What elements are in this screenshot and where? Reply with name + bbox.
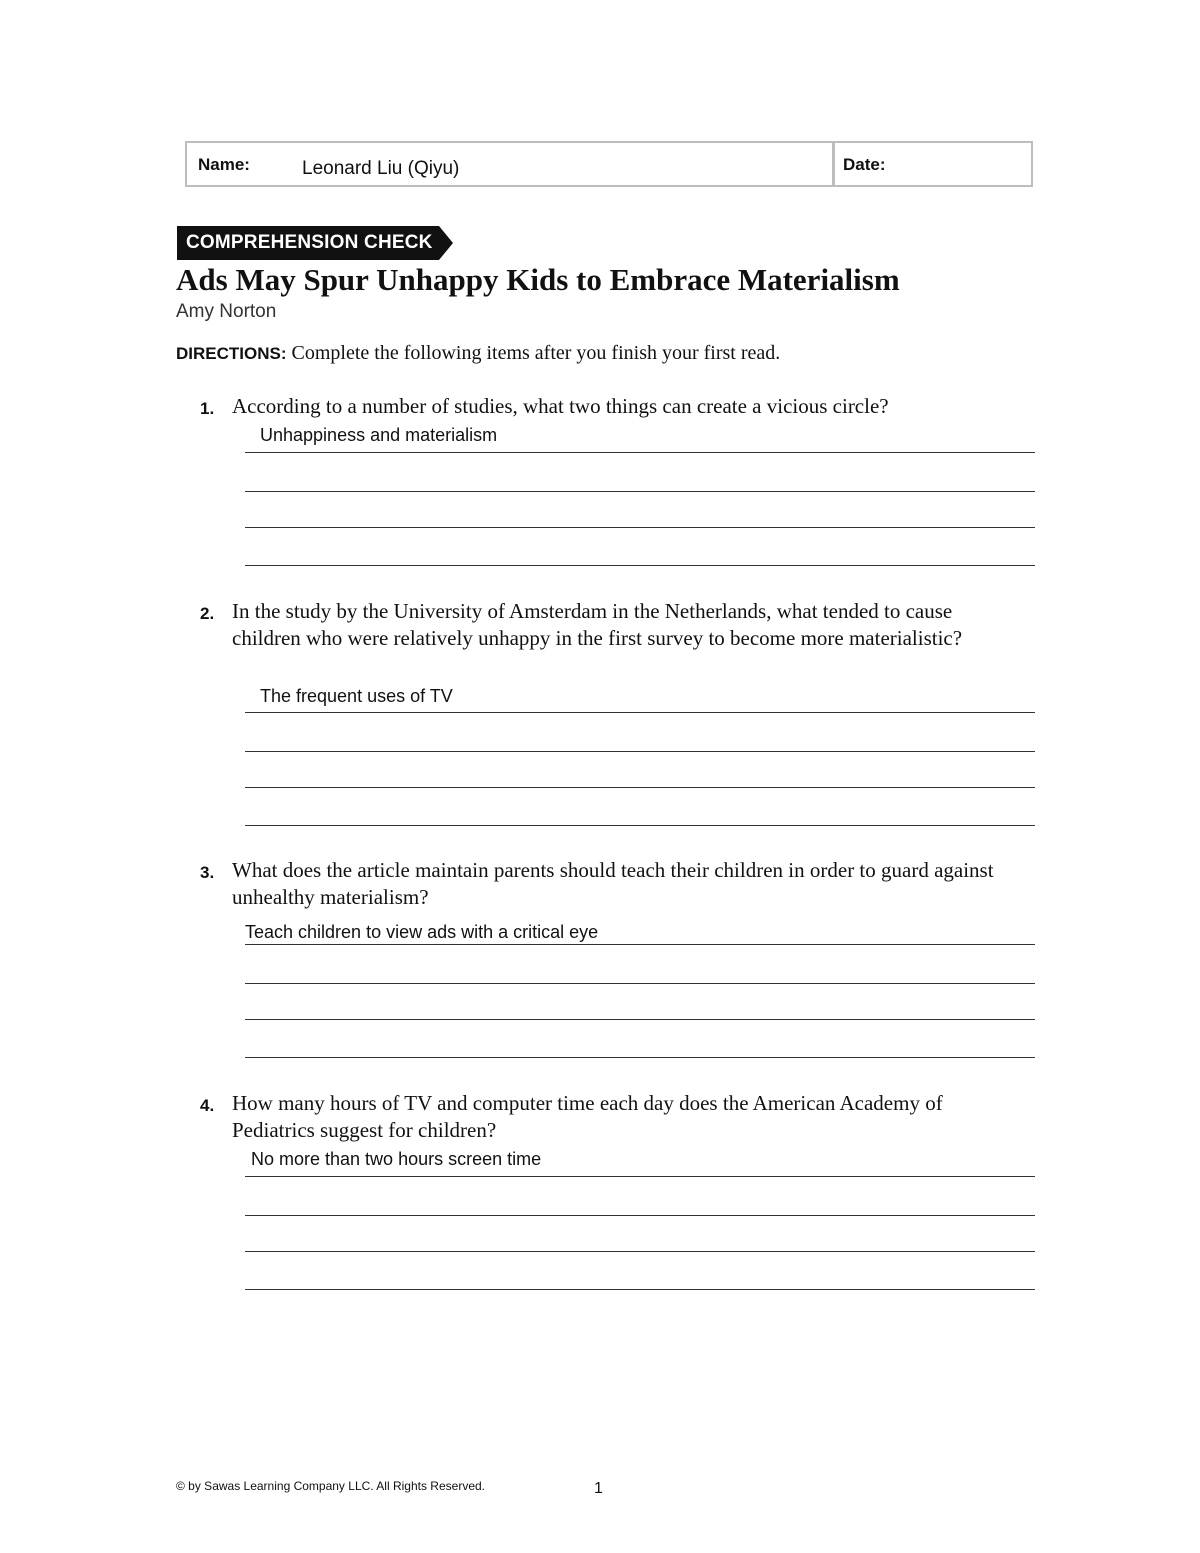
page-title: Ads May Spur Unhappy Kids to Embrace Materialism bbox=[176, 262, 900, 297]
answer-line bbox=[245, 1215, 1035, 1216]
directions-label: DIRECTIONS: bbox=[176, 344, 287, 363]
answer-line bbox=[245, 751, 1035, 752]
author: Amy Norton bbox=[176, 301, 277, 322]
answer-line bbox=[245, 1251, 1035, 1252]
question-number: 4. bbox=[200, 1096, 215, 1115]
answer-line bbox=[245, 527, 1035, 528]
answer-text[interactable]: The frequent uses of TV bbox=[260, 686, 453, 706]
answer-text[interactable]: Teach children to view ads with a critical eye bbox=[245, 922, 599, 942]
answer-line bbox=[245, 944, 1035, 945]
question-number: 2. bbox=[200, 604, 215, 623]
answer-line bbox=[245, 1176, 1035, 1177]
answer-line bbox=[245, 452, 1035, 453]
question-text: In the study by the University of Amsterdam in the Netherlands, what tended to cause children who were relatively unhappy in the first survey to become more materialistic? bbox=[232, 599, 963, 650]
answer-text[interactable]: No more than two hours screen time bbox=[251, 1149, 542, 1169]
copyright-footer: © by Sawas Learning Company LLC. All Rights Reserved. bbox=[176, 1479, 485, 1493]
directions bbox=[176, 342, 780, 365]
answer-line bbox=[245, 491, 1035, 492]
name-field[interactable]: Leonard Liu (Qiyu) bbox=[302, 158, 460, 179]
name-label: Name: bbox=[198, 155, 250, 174]
answer-line bbox=[245, 1019, 1035, 1020]
page-number: 1 bbox=[594, 1480, 603, 1497]
answer-line bbox=[245, 825, 1035, 826]
question-number: 3. bbox=[200, 863, 215, 882]
question-number: 1. bbox=[200, 399, 215, 418]
answer-line bbox=[245, 787, 1035, 788]
answer-line bbox=[245, 1289, 1035, 1290]
question-text: According to a number of studies, what two things can create a vicious circle? bbox=[232, 394, 889, 418]
directions-text: Complete the following items after you finish your first read. bbox=[291, 342, 781, 364]
question-text: How many hours of TV and computer time each day does the American Academy of Pediatrics suggest for children? bbox=[232, 1091, 943, 1142]
banner-arrow-tip bbox=[439, 226, 453, 260]
header-divider bbox=[832, 143, 835, 185]
comprehension-check-banner: COMPREHENSION CHECK bbox=[177, 226, 439, 260]
question-text: What does the article maintain parents should teach their children in order to guard against unhealthy materialism? bbox=[232, 858, 994, 909]
answer-line bbox=[245, 983, 1035, 984]
answer-line bbox=[245, 565, 1035, 566]
answer-text[interactable]: Unhappiness and materialism bbox=[260, 425, 498, 445]
answer-line bbox=[245, 712, 1035, 713]
date-label: Date: bbox=[843, 155, 886, 174]
answer-line bbox=[245, 1057, 1035, 1058]
